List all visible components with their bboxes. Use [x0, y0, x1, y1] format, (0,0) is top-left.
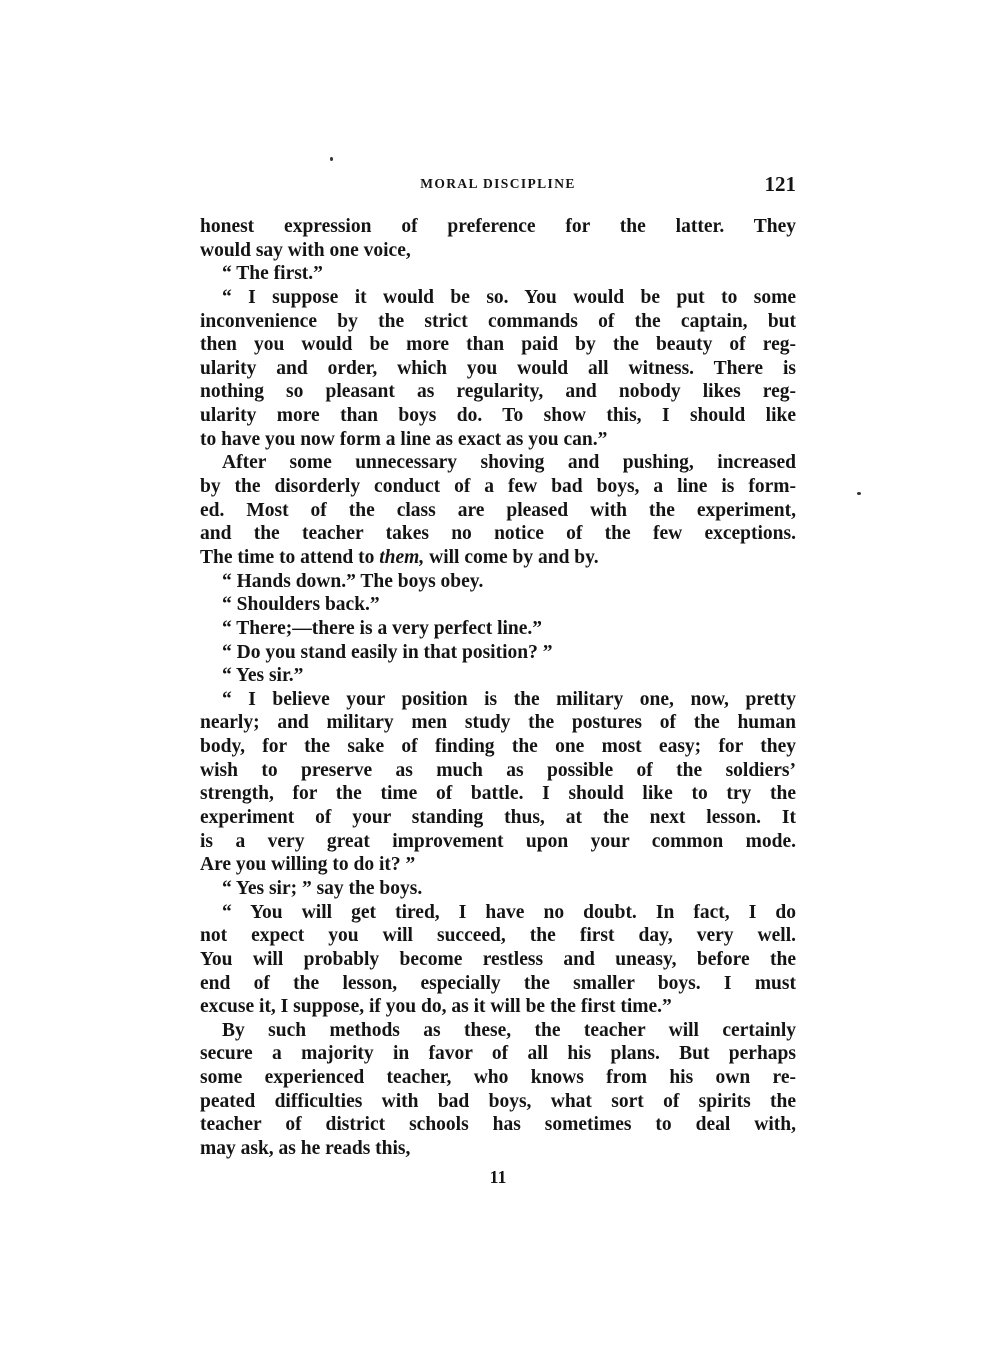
scan-speck [330, 157, 333, 161]
text-line: peated difficulties with bad boys, what sort of spirits the [200, 1090, 796, 1112]
text-line: and the teacher takes no notice of the few exceptions. [200, 523, 796, 545]
page-number: 121 [764, 172, 796, 196]
text-line: By such methods as these, the teacher will certainly [222, 1019, 796, 1041]
text-line: by the disorderly conduct of a few bad boys, a line is form- [200, 476, 796, 498]
text-line: is a very great improvement upon your common mode. [200, 830, 796, 852]
text-line: ularity more than boys do. To show this, I should like [200, 405, 796, 427]
text-line: may ask, as he reads this, [200, 1137, 411, 1159]
text-line: “ Do you stand easily in that position? ” [222, 641, 553, 663]
text-segment: The time to attend to [200, 546, 380, 568]
scan-speck [857, 492, 861, 495]
text-line: “ I suppose it would be so. You would be put to some [222, 286, 796, 308]
running-header [200, 172, 796, 196]
running-head-title: MORAL DISCIPLINE [420, 176, 576, 191]
text-line [200, 546, 796, 570]
text-line: excuse it, I suppose, if you do, as it will be the first time.” [200, 996, 672, 1018]
text-line: “ The first.” [222, 263, 323, 285]
text-line: would say with one voice, [200, 239, 411, 261]
text-line: nearly; and military men study the postures of the human [200, 712, 796, 734]
text-line: then you would be more than paid by the beauty of reg- [200, 334, 796, 356]
text-line: not expect you will succeed, the first day, very well. [200, 925, 796, 947]
text-line: end of the lesson, especially the smaller boys. I must [200, 972, 796, 994]
text-line: “ There;—there is a very perfect line.” [222, 617, 543, 639]
text-line: “ You will get tired, I have no doubt. In fact, I do [222, 901, 796, 923]
text-line: secure a majority in favor of all his plans. But perhaps [200, 1043, 796, 1065]
text-line: “ Shoulders back.” [222, 594, 380, 616]
text-line: body, for the sake of finding the one most easy; for they [200, 736, 796, 758]
text-line: wish to preserve as much as possible of the soldiers’ [200, 759, 796, 781]
text-line: You will probably become restless and uneasy, before the [200, 948, 796, 970]
text-line: inconvenience by the strict commands of the captain, but [200, 310, 796, 332]
text-line: teacher of district schools has sometimes to deal with, [200, 1114, 796, 1136]
body-text [200, 215, 796, 1161]
signature-mark: 11 [489, 1167, 507, 1187]
text-line: some experienced teacher, who knows from his own re- [200, 1067, 796, 1089]
text-line: experiment of your standing thus, at the next lesson. It [200, 807, 796, 829]
text-line: “ Hands down.” The boys obey. [222, 570, 484, 592]
text-line: ed. Most of the class are pleased with the experiment, [200, 499, 796, 521]
italic-text: them, [379, 546, 425, 568]
text-line: honest expression of preference for the latter. They [200, 216, 796, 237]
text-line: to have you now form a line as exact as you can.” [200, 428, 608, 450]
text-line: ularity and order, which you would all witness. There is [200, 357, 796, 379]
text-line: “ Yes sir; ” say the boys. [222, 877, 423, 899]
text-line: “ I believe your position is the military one, now, pretty [222, 688, 796, 710]
text-line: strength, for the time of battle. I should like to try the [200, 783, 796, 805]
text-line: After some unnecessary shoving and pushing, increased [222, 452, 796, 474]
text-line: Are you willing to do it? ” [200, 854, 416, 876]
text-line: nothing so pleasant as regularity, and nobody likes reg- [200, 381, 796, 403]
text-segment: will come by and by. [424, 546, 599, 568]
text-line: “ Yes sir.” [222, 665, 304, 687]
